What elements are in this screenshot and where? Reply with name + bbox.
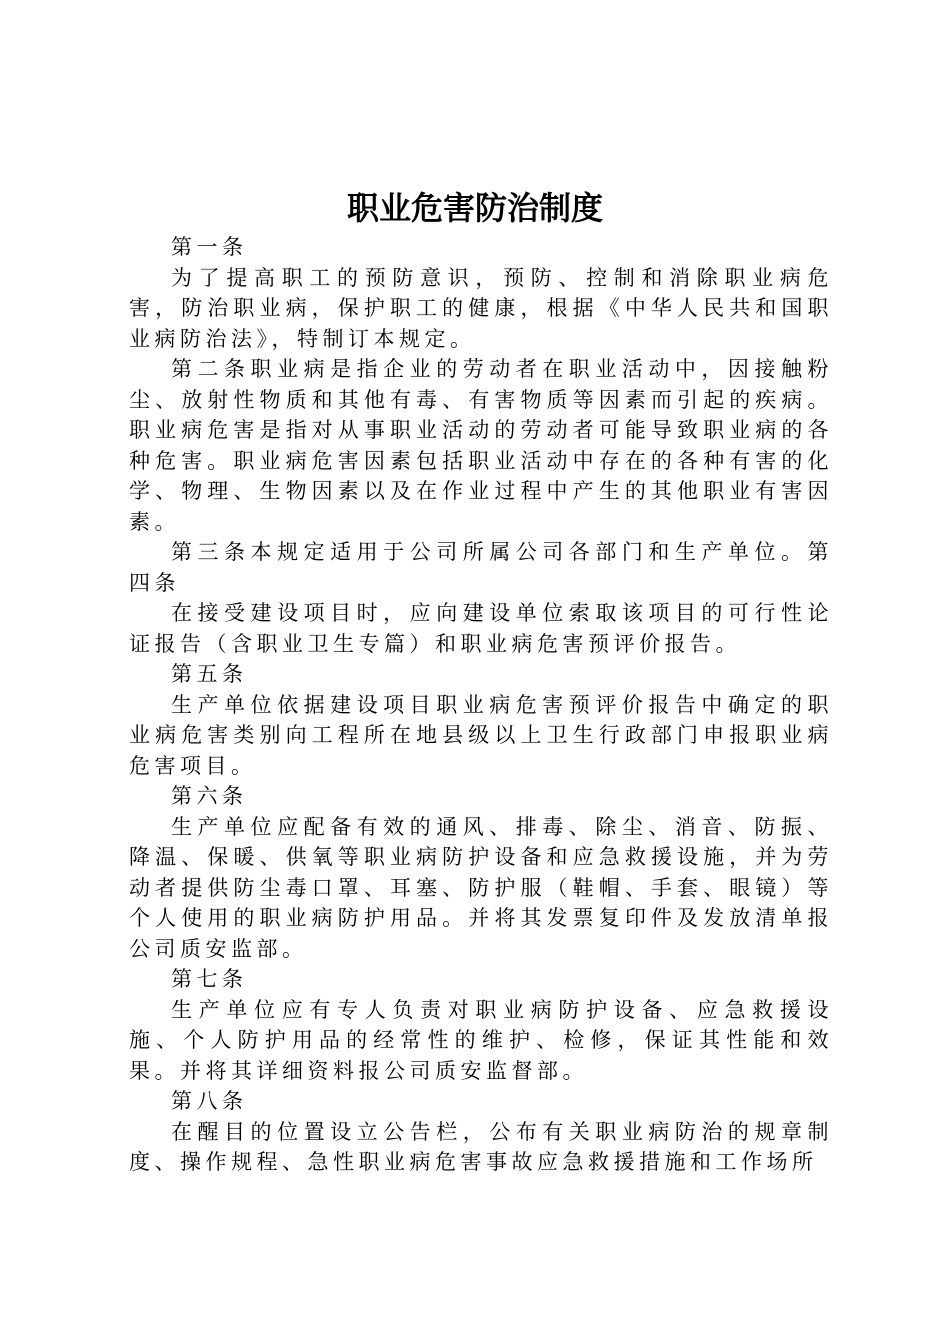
article-paragraph: 在接受建设项目时，应向建设单位索取该项目的可行性论证报告（含职业卫生专篇）和职业病危害预评价报告。: [129, 601, 833, 656]
article-heading: 第七条: [171, 967, 248, 991]
article-paragraph: 生产单位依据建设项目职业病危害预评价报告中确定的职业病危害类别向工程所在地县级以上卫生行政部门申报职业病危害项目。: [129, 692, 833, 778]
document-body: [129, 232, 833, 1178]
article-heading: 第五条: [171, 662, 248, 686]
article-paragraph: 第二条职业病是指企业的劳动者在职业活动中，因接触粉尘、放射性物质和其他有毒、有害物质等因素而引起的疾病。职业病危害是指对从事职业活动的劳动者可能导致职业病的各种危害。职业病危害因素包括职业活动中存在的各种有害的化学、物理、生物因素以及在作业过程中产生的其他职业有害因素。: [129, 357, 833, 534]
article-paragraph: 为了提高职工的预防意识，预防、控制和消除职业病危害，防治职业病，保护职工的健康，根据《中华人民共和国职业病防治法》，特制订本规定。: [129, 265, 833, 351]
article-paragraph: 第三条本规定适用于公司所属公司各部门和生产单位。第四条: [129, 540, 833, 595]
page-title: 职业危害防治制度: [346, 189, 603, 227]
article-paragraph: 生产单位应有专人负责对职业病防护设备、应急救援设施、个人防护用品的经常性的维护、检修，保证其性能和效果。并将其详细资料报公司质安监督部。: [129, 997, 833, 1083]
article-heading: 第一条: [171, 235, 248, 259]
article-heading: 第六条: [171, 784, 248, 808]
article-heading: 第八条: [171, 1089, 248, 1113]
article-paragraph: 生产单位应配备有效的通风、排毒、除尘、消音、防振、降温、保暖、供氧等职业病防护设备和应急救援设施，并为劳动者提供防尘毒口罩、耳塞、防护服（鞋帽、手套、眼镜）等个人使用的职业病防护用品。并将其发票复印件及发放清单报公司质安监部。: [129, 814, 833, 961]
article-paragraph: 在醒目的位置设立公告栏，公布有关职业病防治的规章制度、操作规程、急性职业病危害事故应急救援措施和工作场所: [129, 1119, 833, 1174]
